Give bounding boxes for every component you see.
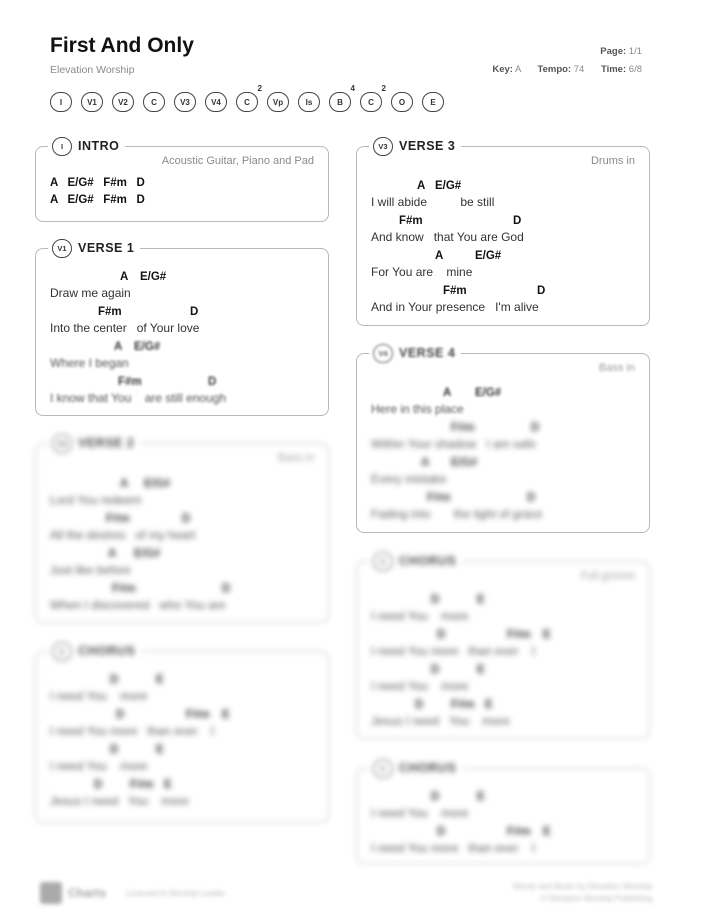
lyric: I know that You are still enough [50,391,227,405]
chord: E/G# [134,341,161,353]
key-meta [492,64,521,75]
chord: E/G# [144,478,171,490]
roadmap-label: V2 [118,97,128,107]
section-header [369,136,461,156]
chord: D [437,629,446,641]
section-chorus [35,644,329,823]
lyric: Just like before [50,563,131,577]
section-title: VERSE 2 [78,436,135,450]
section-title: CHORUS [399,554,457,568]
chord: E [477,594,485,606]
roadmap-label: Is [305,97,313,107]
chord: A [114,341,123,353]
credit-line: © Elevation Worship Publishing [540,894,652,903]
section-chorus [356,554,650,739]
tempo-meta [538,64,585,75]
roadmap-label: V4 [211,97,221,107]
chord: D [116,709,125,721]
section-title: CHORUS [78,644,136,658]
page-indicator [600,46,642,57]
lyric: And in Your presence I'm alive [371,300,539,314]
chord: F#m [130,779,154,791]
lyric: Into the center of Your love [50,321,200,335]
chord: E [477,791,485,803]
lyric: I need You more than ever I [371,644,536,658]
chord: D [527,492,536,504]
roadmap-label: O [398,97,406,107]
chord: F#m [451,699,475,711]
tempo-value: 74 [573,64,585,75]
brand-name: Charts [68,886,107,900]
chord: E/G# [451,457,478,469]
repeat-count: 2 [257,84,262,93]
section-badge: C [52,642,72,661]
lyric: I need You more than ever I [50,724,215,738]
lyric: Here in this place [371,402,464,416]
section-header [369,758,462,778]
page-value: 1/1 [628,46,642,57]
section-header [48,238,140,258]
lyric: And know that You are God [371,230,524,244]
song-roadmap [50,84,444,114]
roadmap-badge[interactable] [50,92,72,112]
chord: D [537,285,546,297]
chord: F#m [106,513,130,525]
chord: F#m [98,306,122,318]
chord-row: A E/G# F#m D [50,194,145,206]
roadmap-badge[interactable] [81,92,103,112]
chord: E/G# [475,250,502,262]
lyric: Lord You redeem [50,493,142,507]
page-footer [40,878,652,908]
song-artist: Elevation Worship [50,64,135,76]
chord: D [431,664,440,676]
repeat-count: 4 [350,84,355,93]
chord: D [431,791,440,803]
section-title: VERSE 3 [399,139,456,153]
chord: D [222,583,231,595]
lyric: I need You more [50,759,148,773]
chord: E [543,629,551,641]
chord: F#m [451,422,475,434]
section-badge: C [373,759,393,778]
roadmap-badge[interactable] [329,84,355,112]
section-header [369,343,461,363]
chord: D [182,513,191,525]
chord: D [110,674,119,686]
roadmap-label: C [151,97,157,107]
chord: F#m [186,709,210,721]
section-verse-1 [35,241,329,416]
roadmap-label: E [430,97,436,107]
chord: E [156,674,164,686]
lyric: I will abide be still [371,195,495,209]
roadmap-label: V3 [180,97,190,107]
lyric: Where I began [50,356,129,370]
roadmap-label: Vp [272,97,284,107]
license-text: Licensed to Worship Leader [126,889,226,898]
section-header [48,641,141,661]
chord: E [485,699,493,711]
time-value: 6/8 [628,64,642,75]
section-verse-3 [356,139,650,326]
chord: E/G# [435,180,462,192]
lyric: I need You more [371,679,469,693]
chord: F#m [507,629,531,641]
chord: E [222,709,230,721]
roadmap-badge[interactable] [143,92,165,112]
chord: A [120,271,129,283]
chord: A [417,180,426,192]
chord: E [156,744,164,756]
chord: D [94,779,103,791]
key-label: Key: [492,64,513,75]
lyric: All the desires of my heart [50,528,196,542]
section-verse-4 [356,346,650,533]
repeat-count: 2 [381,84,386,93]
chord: E/G# [140,271,167,283]
roadmap-badge[interactable] [267,92,289,112]
lyric: I need You more than ever I [371,841,536,855]
lyric: I need You more [371,609,469,623]
section-verse-2 [35,436,329,623]
page-label: Page: [600,46,627,57]
song-header [50,34,642,78]
section-badge: V4 [373,344,393,363]
roadmap-badge[interactable] [205,92,227,112]
lyric: Jesus I need You more [371,714,510,728]
section-header [48,136,125,156]
section-badge: I [52,137,72,156]
chord: D [110,744,119,756]
chord: F#m [443,285,467,297]
time-meta [601,64,642,75]
roadmap-label: C [368,97,374,107]
song-credits [513,881,652,905]
section-badge: V3 [373,137,393,156]
chord: E/G# [134,548,161,560]
chord: D [531,422,540,434]
roadmap-badge[interactable] [174,92,196,112]
chord: F#m [118,376,142,388]
lyric: Draw me again [50,286,131,300]
lyric: For You are mine [371,265,473,279]
chord: A [443,387,452,399]
song-title: First And Only [50,34,194,57]
roadmap-badge[interactable] [391,92,413,112]
chord: A [108,548,117,560]
brand-logo-icon [40,882,62,904]
song-meta [478,64,642,75]
section-header [48,433,140,453]
roadmap-label: C [244,97,250,107]
roadmap-badge[interactable] [236,84,262,112]
section-badge: V2 [52,434,72,453]
section-note: Drums in [590,155,635,167]
roadmap-badge[interactable] [112,92,134,112]
tempo-label: Tempo: [537,64,572,75]
chord: D [437,826,446,838]
chord: A [435,250,444,262]
section-note: Bass in [598,362,635,374]
time-label: Time: [600,64,627,75]
chord: D [431,594,440,606]
lyric: Every mistake [371,472,447,486]
lyric: I need You more [371,806,469,820]
chord: F#m [427,492,451,504]
section-note: Full groove [580,570,635,582]
lyric: I need You more [50,689,148,703]
lyric: Jesus I need You more [50,794,189,808]
chord: D [415,699,424,711]
credit-line: Words and Music by Elevation Worship [513,882,652,891]
roadmap-badge[interactable] [360,84,386,112]
chord: E/G# [475,387,502,399]
lyric: When I discovered who You are [50,598,226,612]
chord: E [164,779,172,791]
roadmap-label: I [59,97,63,107]
chord-row: A E/G# F#m D [50,177,145,189]
chord: E [477,664,485,676]
section-badge: C [373,552,393,571]
roadmap-badge[interactable] [298,92,320,112]
chord: F#m [507,826,531,838]
roadmap-label: B [337,97,343,107]
section-note: Bass in [277,452,314,464]
roadmap-label: V1 [87,97,97,107]
section-intro [35,139,329,222]
section-title: CHORUS [399,761,457,775]
chord: F#m [112,583,136,595]
chord: D [513,215,522,227]
chord: D [190,306,199,318]
section-header [369,551,462,571]
chord: A [120,478,129,490]
lyric: Within Your shadow I am safe [371,437,536,451]
lyric: Fading into the light of grace [371,507,543,521]
chord: E [543,826,551,838]
chord: A [421,457,430,469]
section-title: INTRO [78,139,120,153]
section-note: Acoustic Guitar, Piano and Pad [161,155,314,167]
section-badge: V1 [52,239,72,258]
chord: F#m [399,215,423,227]
section-title: VERSE 1 [78,241,135,255]
section-chorus [356,761,650,864]
section-title: VERSE 4 [399,346,456,360]
chord: D [208,376,217,388]
roadmap-badge[interactable] [422,92,444,112]
key-value: A [515,64,521,75]
